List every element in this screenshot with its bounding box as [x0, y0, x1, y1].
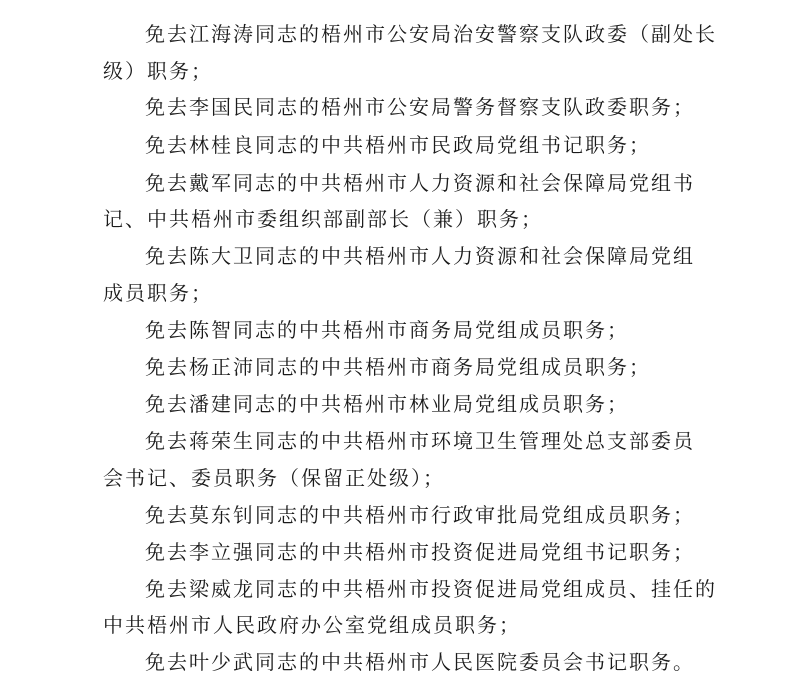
text-line-17: 中共梧州市人民政府办公室党组成员职务； [103, 613, 521, 637]
text-line-16: 免去梁威龙同志的中共梧州市投资促进局党组成员、挂任的 [145, 577, 717, 601]
text-line-1: 免去江海涛同志的梧州市公安局治安警察支队政委（副处长 [145, 22, 717, 46]
text-line-7: 免去陈大卫同志的中共梧州市人力资源和社会保障局党组 [145, 244, 695, 268]
text-line-18: 免去叶少武同志的中共梧州市人民医院委员会书记职务。 [145, 650, 695, 674]
text-line-8: 成员职务； [103, 281, 213, 305]
text-line-12: 免去蒋荣生同志的中共梧州市环境卫生管理处总支部委员 [145, 429, 695, 453]
text-line-15: 免去李立强同志的中共梧州市投资促进局党组书记职务； [145, 540, 695, 564]
text-line-9: 免去陈智同志的中共梧州市商务局党组成员职务； [145, 318, 629, 342]
text-line-4: 免去林桂良同志的中共梧州市民政局党组书记职务； [145, 133, 651, 157]
text-line-11: 免去潘建同志的中共梧州市林业局党组成员职务； [145, 392, 629, 416]
text-line-3: 免去李国民同志的梧州市公安局警务督察支队政委职务； [145, 95, 695, 119]
text-line-5: 免去戴军同志的中共梧州市人力资源和社会保障局党组书 [145, 171, 695, 195]
text-line-14: 免去莫东钊同志的中共梧州市行政审批局党组成员职务； [145, 503, 695, 527]
text-line-10: 免去杨正沛同志的中共梧州市商务局党组成员职务； [145, 355, 651, 379]
text-line-13: 会书记、委员职务（保留正处级）； [103, 466, 445, 490]
text-line-2: 级）职务； [103, 59, 213, 83]
text-line-6: 记、中共梧州市委组织部副部长（兼）职务； [103, 207, 543, 231]
